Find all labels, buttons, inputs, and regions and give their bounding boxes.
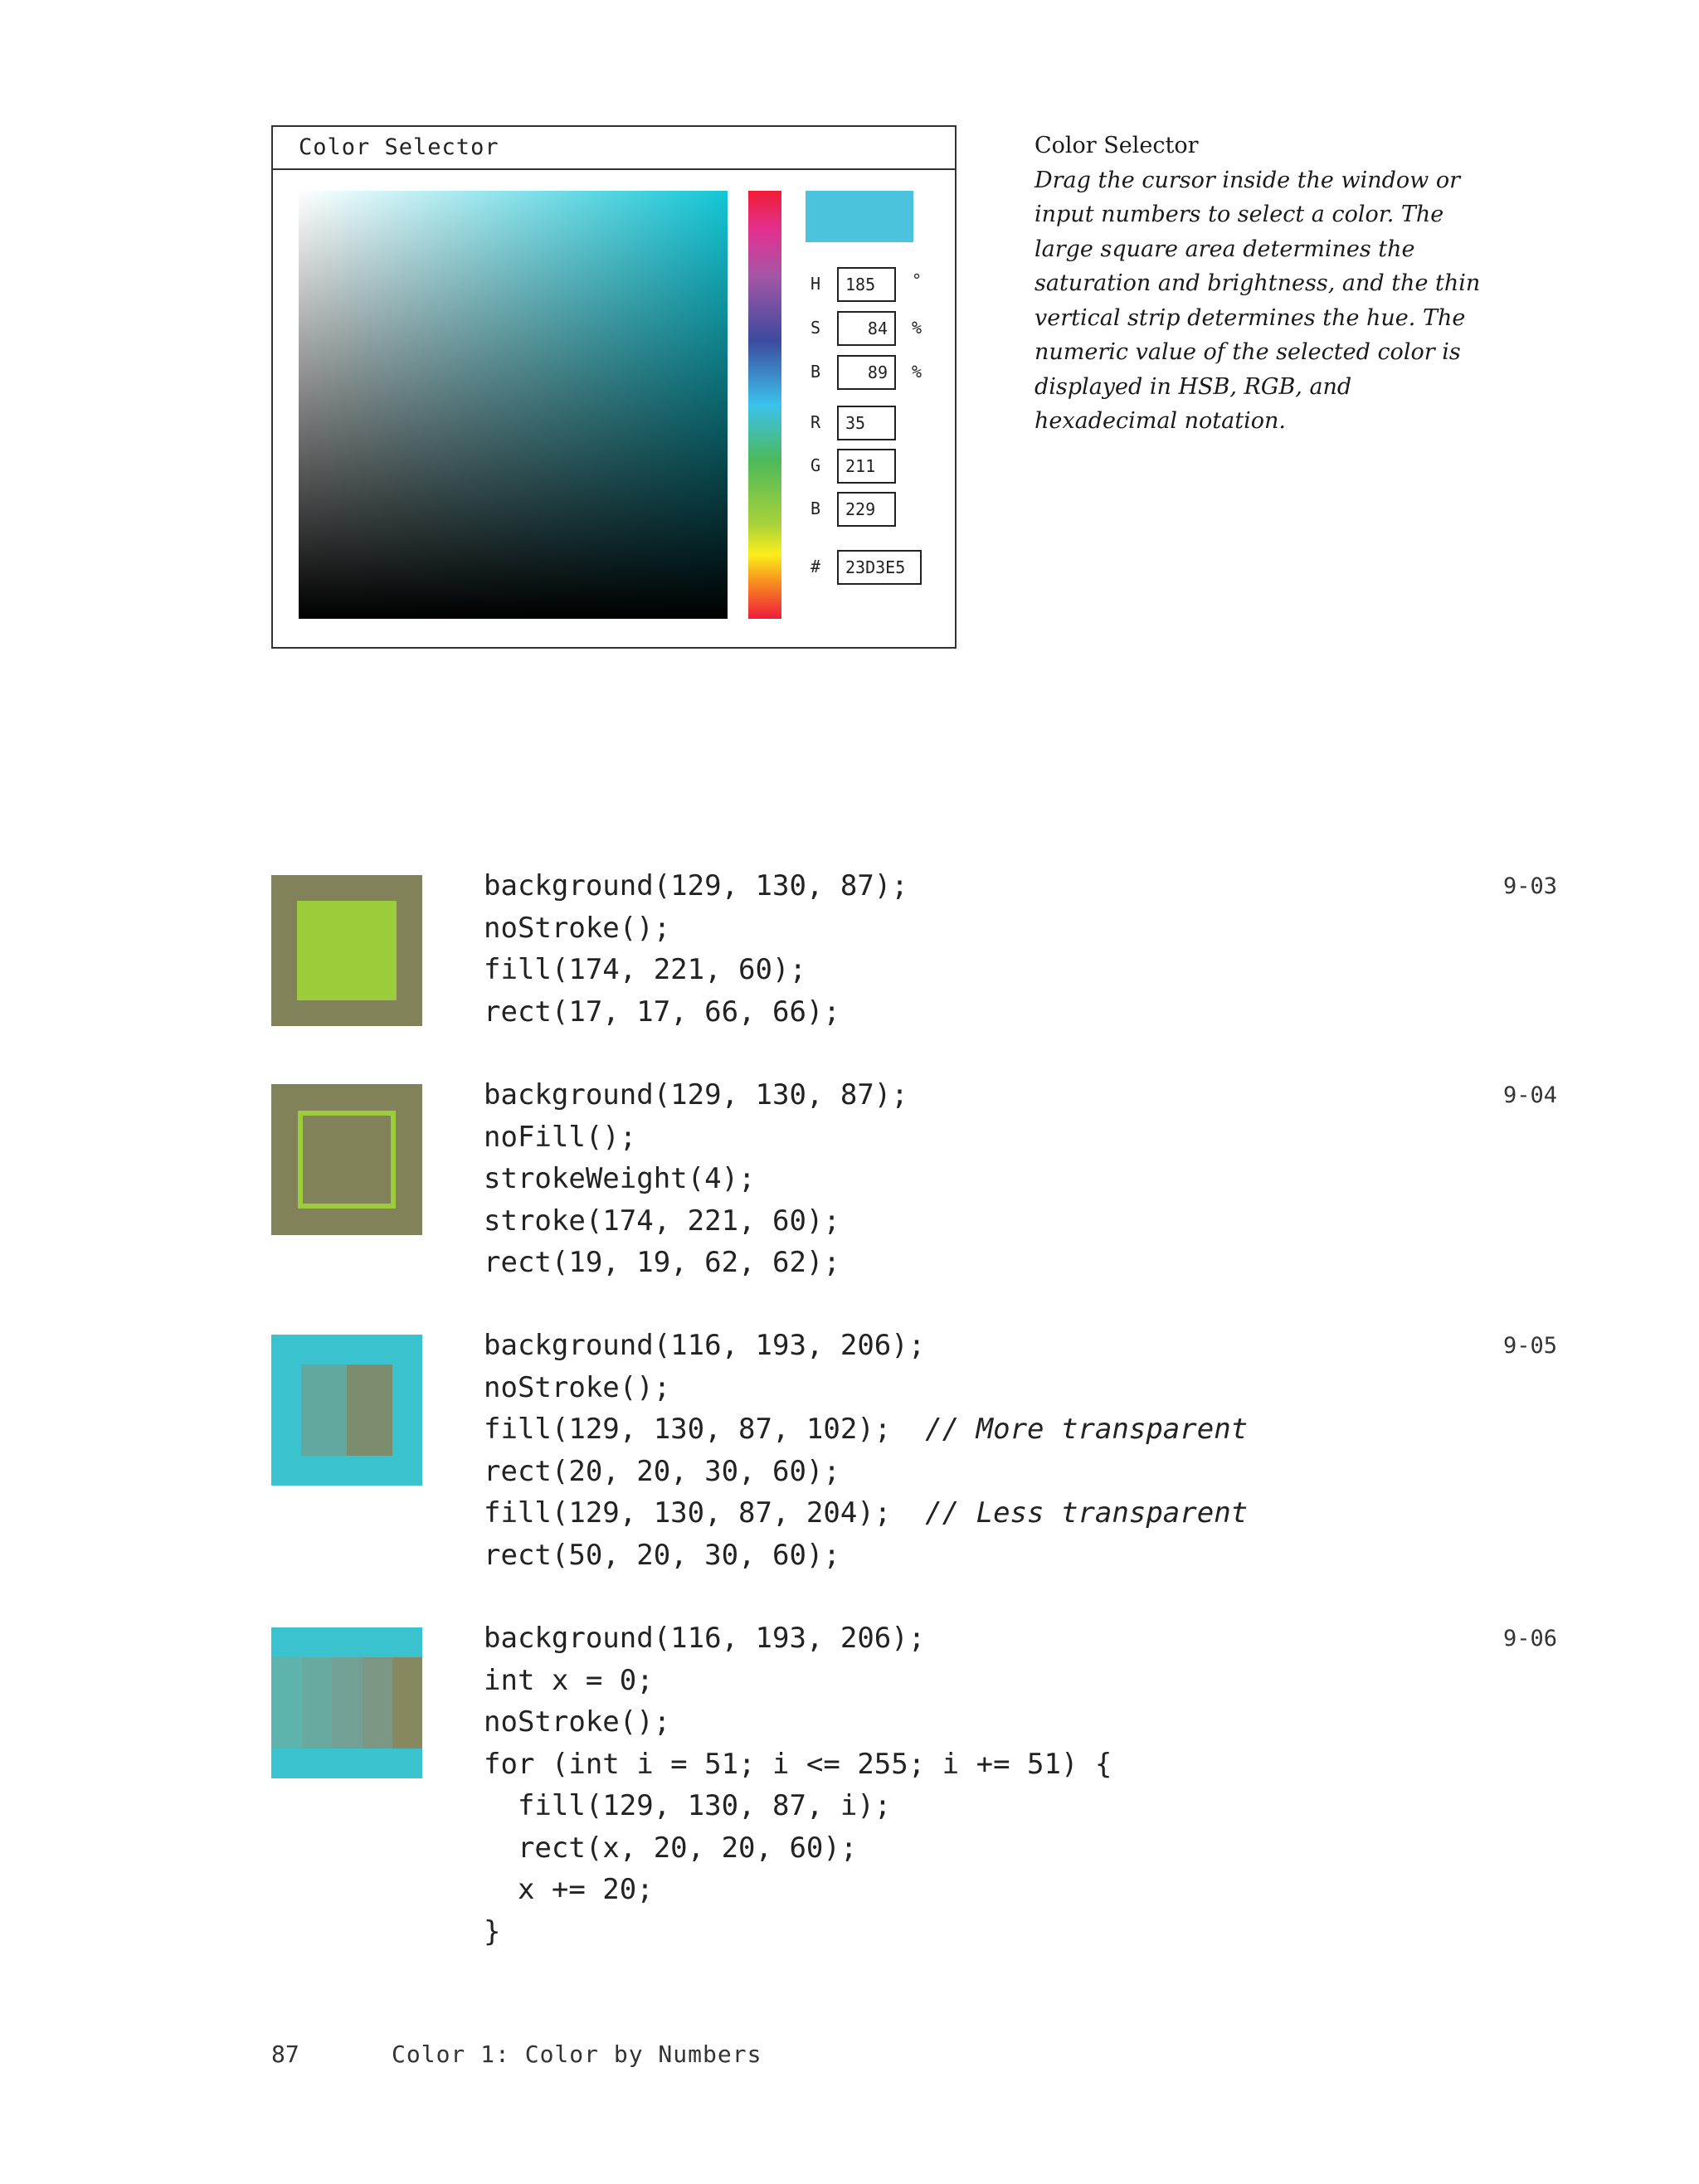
code-line (484, 1617, 1112, 1660)
code-line (484, 1367, 1248, 1409)
example-9-03-thumbnail (271, 875, 422, 1026)
code-text: fill(129, 130, 87, i); (484, 1789, 892, 1822)
saturation-label: S (811, 318, 821, 338)
color-selector-caption (1034, 129, 1499, 439)
code-text: for (int i = 51; i <= 255; i += 51) { (484, 1747, 1112, 1781)
code-line (484, 1116, 908, 1159)
example-9-03-code (484, 865, 908, 1033)
hex-label: # (811, 557, 821, 576)
code-text: rect(x, 20, 20, 60); (484, 1831, 858, 1865)
thumbnail-less-transparent-rect (347, 1364, 392, 1456)
example-9-05-number: 9-05 (1503, 1333, 1558, 1359)
code-text: fill(174, 221, 60); (484, 953, 806, 986)
green-input[interactable]: 211 (837, 449, 896, 484)
hue-label: H (811, 274, 821, 294)
code-line (484, 1492, 1248, 1535)
thumbnail-stroked-rect (298, 1111, 396, 1209)
example-9-06-number: 9-06 (1503, 1626, 1558, 1651)
example-9-05-code (484, 1325, 1248, 1576)
brightness-label: B (811, 362, 821, 382)
brightness-input[interactable]: 89 (837, 355, 896, 390)
code-text: strokeWeight(4); (484, 1162, 756, 1195)
saturation-unit: % (912, 318, 923, 338)
hex-input[interactable]: 23D3E5 (837, 550, 922, 585)
code-text: } (484, 1914, 501, 1948)
thumbnail-step-rect-5 (392, 1657, 422, 1749)
blue-label: B (811, 499, 821, 518)
red-label: R (811, 412, 821, 432)
code-line (484, 1325, 1248, 1367)
code-text: stroke(174, 221, 60); (484, 1204, 840, 1238)
color-selector-titlebar (273, 127, 955, 170)
code-line (484, 1660, 1112, 1702)
code-line (484, 991, 908, 1034)
color-selector-title: Color Selector (299, 134, 499, 160)
code-line (484, 949, 908, 991)
hue-unit: ° (912, 270, 923, 290)
code-text: background(116, 193, 206); (484, 1329, 926, 1362)
code-text: noStroke(); (484, 1370, 671, 1404)
saturation-brightness-square[interactable] (299, 191, 728, 619)
example-9-04-thumbnail (271, 1084, 422, 1235)
caption-title: Color Selector (1034, 133, 1199, 158)
example-9-05-thumbnail (271, 1335, 422, 1486)
saturation-input[interactable]: 84 (837, 311, 896, 346)
chapter-title: Color 1: Color by Numbers (392, 2041, 762, 2068)
page-number: 87 (271, 2041, 299, 2068)
code-line (484, 1827, 1112, 1870)
code-text: rect(19, 19, 62, 62); (484, 1246, 840, 1279)
example-9-06-code (484, 1617, 1112, 1953)
blue-input[interactable]: 229 (837, 492, 896, 527)
code-text: fill(129, 130, 87, 204); (484, 1496, 926, 1530)
code-line (484, 865, 908, 907)
code-line (484, 1408, 1248, 1451)
thumbnail-step-rect-1 (271, 1657, 302, 1749)
code-text: fill(129, 130, 87, 102); (484, 1413, 926, 1446)
code-text: noFill(); (484, 1120, 637, 1154)
code-line (484, 1451, 1248, 1493)
thumbnail-step-rect-3 (332, 1657, 363, 1749)
hue-input[interactable]: 185 (837, 267, 896, 302)
code-text: rect(20, 20, 30, 60); (484, 1454, 840, 1488)
code-line (484, 1158, 908, 1200)
code-line (484, 1744, 1112, 1786)
code-line (484, 1911, 1112, 1953)
code-text: background(116, 193, 206); (484, 1622, 926, 1655)
selected-color-swatch (806, 191, 913, 242)
code-text: rect(50, 20, 30, 60); (484, 1538, 840, 1572)
code-line (484, 1242, 908, 1284)
code-line (484, 1701, 1112, 1744)
code-line (484, 1869, 1112, 1911)
caption-text: Drag the cursor inside the window or input numbers to select a color. The large square area determines the saturation and brightness, and the thin vertical strip determines the hue. The numeric value of the selected color is displayed in HSB, RGB, and hexadecimal notation. (1034, 167, 1481, 434)
thumbnail-filled-rect (297, 901, 397, 1000)
code-text: noStroke(); (484, 911, 671, 945)
hue-strip[interactable] (748, 191, 781, 619)
code-text: rect(17, 17, 66, 66); (484, 995, 840, 1029)
code-text: background(129, 130, 87); (484, 1078, 908, 1111)
code-line (484, 1200, 908, 1243)
code-comment: // More transparent (925, 1413, 1249, 1446)
red-input[interactable]: 35 (837, 406, 896, 440)
thumbnail-step-rect-2 (302, 1657, 332, 1749)
code-comment: // Less transparent (925, 1496, 1249, 1530)
code-line (484, 907, 908, 950)
code-line (484, 1074, 908, 1116)
code-text: background(129, 130, 87); (484, 869, 908, 902)
color-selector-window (271, 125, 957, 649)
code-text: noStroke(); (484, 1705, 671, 1739)
example-9-06-thumbnail (271, 1627, 422, 1778)
green-label: G (811, 455, 821, 475)
code-line (484, 1785, 1112, 1827)
thumbnail-more-transparent-rect (301, 1364, 347, 1456)
example-9-04-code (484, 1074, 908, 1284)
code-text: int x = 0; (484, 1663, 654, 1697)
brightness-unit: % (912, 362, 923, 382)
code-text: x += 20; (484, 1873, 654, 1906)
example-9-03-number: 9-03 (1503, 873, 1558, 899)
code-line (484, 1535, 1248, 1577)
example-9-04-number: 9-04 (1503, 1082, 1558, 1108)
thumbnail-step-rect-4 (363, 1657, 392, 1749)
